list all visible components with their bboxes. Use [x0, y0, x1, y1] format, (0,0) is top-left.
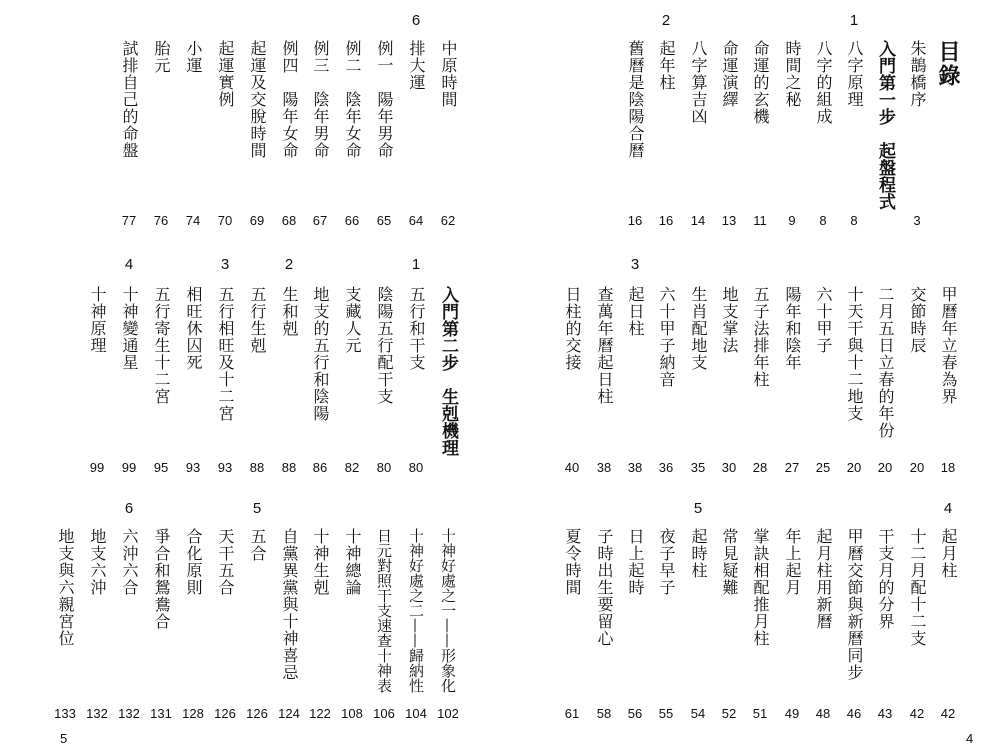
entry-title: 例三 陰年男命 — [311, 40, 330, 159]
page-number: 36 — [658, 460, 674, 475]
page-number: 54 — [690, 706, 706, 721]
page-number: 25 — [815, 460, 831, 475]
entry-title: 八字原理 — [845, 40, 864, 108]
entry-title: 掌訣相配推月柱 — [751, 528, 770, 647]
page-number: 69 — [249, 213, 265, 228]
toc-entry — [868, 0, 902, 747]
entry-title: 胎元 — [152, 40, 171, 74]
toc-entry — [431, 0, 465, 747]
page-number: 3 — [913, 213, 921, 228]
toc-entry — [806, 0, 840, 747]
entry-title: 常見疑難 — [720, 528, 739, 596]
page-number: 20 — [877, 460, 893, 475]
page-number: 43 — [877, 706, 893, 721]
entry-title: 十神生剋 — [311, 528, 330, 596]
page-number: 93 — [217, 460, 233, 475]
page-number: 38 — [596, 460, 612, 475]
entry-title: 年上起月 — [783, 528, 802, 596]
entry-title: 日上起時 — [626, 528, 645, 596]
toc-entry — [144, 0, 178, 747]
entry-title: 十神總論 — [343, 528, 362, 596]
toc-entry — [900, 0, 934, 747]
page-number: 132 — [118, 706, 140, 721]
entry-title: 甲曆交節與新曆同步 — [845, 528, 864, 681]
entry-title: 地支六沖 — [88, 528, 107, 596]
page-number: 74 — [185, 213, 201, 228]
page-number: 131 — [150, 706, 172, 721]
page-number: 48 — [815, 706, 831, 721]
entry-title: 八字的組成 — [814, 40, 833, 125]
page-number: 38 — [627, 460, 643, 475]
entry-title: 子時出生要留心 — [595, 528, 614, 647]
entry-title: 五行生剋 — [248, 286, 267, 354]
chapter-number: 6 — [411, 12, 421, 29]
entry-title: 二月五日立春的年份 — [876, 286, 895, 439]
toc-entry — [931, 0, 965, 747]
toc-entry — [80, 0, 114, 747]
toc-entry — [681, 0, 715, 747]
entry-title: 天干五合 — [216, 528, 235, 596]
toc-entry — [240, 0, 274, 747]
toc-entry — [208, 0, 242, 747]
entry-title: 日元對照干支速查十神表 — [375, 528, 393, 693]
page-number: 56 — [627, 706, 643, 721]
page-number: 55 — [658, 706, 674, 721]
toc-entry — [837, 0, 871, 747]
page-number: 122 — [309, 706, 331, 721]
toc-entry — [48, 0, 82, 747]
page-number: 27 — [784, 460, 800, 475]
entry-title: 朱鵲橋序 — [908, 40, 927, 108]
entry-title: 夜子早子 — [657, 528, 676, 596]
entry-title: 交節時辰 — [908, 286, 927, 354]
page-number: 20 — [846, 460, 862, 475]
entry-title: 查萬年曆起日柱 — [595, 286, 614, 405]
entry-title: 起月柱 — [939, 528, 958, 579]
page-number: 132 — [86, 706, 108, 721]
entry-title: 合化原則 — [184, 528, 203, 596]
chapter-number: 1 — [411, 256, 421, 273]
toc-entry — [743, 0, 777, 747]
page-number: 14 — [690, 213, 706, 228]
chapter-number: 6 — [124, 500, 134, 517]
page-number: 28 — [752, 460, 768, 475]
entry-title: 目錄 — [935, 40, 961, 88]
chapter-number: 5 — [252, 500, 262, 517]
page-number: 51 — [752, 706, 768, 721]
chapter-number: 4 — [124, 256, 134, 273]
toc-entry — [399, 0, 433, 747]
page-number: 13 — [721, 213, 737, 228]
entry-title: 起月柱用新曆 — [814, 528, 833, 630]
toc-entry — [367, 0, 401, 747]
toc-entry — [303, 0, 337, 747]
entry-title: 命運的玄機 — [751, 40, 770, 125]
page-number: 67 — [312, 213, 328, 228]
toc-entry — [775, 0, 809, 747]
toc-entry — [587, 0, 621, 747]
entry-title: 生肖配地支 — [689, 286, 708, 371]
page-number: 35 — [690, 460, 706, 475]
chapter-number: 1 — [849, 12, 859, 29]
page-number: 99 — [89, 460, 105, 475]
entry-title: 甲曆年立春為界 — [939, 286, 958, 405]
page-number: 128 — [182, 706, 204, 721]
entry-title: 干支月的分界 — [876, 528, 895, 630]
entry-title: 五子法排年柱 — [751, 286, 770, 388]
page-number: 64 — [408, 213, 424, 228]
left-page-number: 5 — [60, 731, 68, 746]
page-number: 88 — [249, 460, 265, 475]
page-number: 9 — [788, 213, 796, 228]
page-number: 77 — [121, 213, 137, 228]
entry-title: 自黨異黨與十神喜忌 — [280, 528, 299, 681]
toc-entry — [618, 0, 652, 747]
entry-title: 起運及交脫時間 — [248, 40, 267, 159]
entry-title: 地支的五行和陰陽 — [311, 286, 330, 422]
entry-title: 生和剋 — [280, 286, 299, 337]
entry-title: 時間之秘 — [783, 40, 802, 108]
entry-title: 小運 — [184, 40, 203, 74]
toc-entry — [649, 0, 683, 747]
entry-title: 起年柱 — [657, 40, 676, 91]
page-number: 68 — [281, 213, 297, 228]
page-number: 52 — [721, 706, 737, 721]
toc-entry — [112, 0, 146, 747]
page-number: 86 — [312, 460, 328, 475]
page-number: 16 — [627, 213, 643, 228]
chapter-number: 3 — [630, 256, 640, 273]
page-number: 18 — [940, 460, 956, 475]
page-number: 104 — [405, 706, 427, 721]
entry-title: 十神好處之一——形象化 — [439, 528, 457, 693]
chapter-number: 5 — [693, 500, 703, 517]
entry-title: 入門第二步 生剋機理 — [438, 286, 458, 456]
entry-title: 排大運 — [407, 40, 426, 91]
entry-title: 十神變通星 — [120, 286, 139, 371]
entry-title: 支藏人元 — [343, 286, 362, 354]
page-number: 11 — [753, 213, 767, 228]
entry-title: 陽年和陰年 — [783, 286, 802, 371]
page-number: 40 — [564, 460, 580, 475]
page-number: 99 — [121, 460, 137, 475]
page-number: 108 — [341, 706, 363, 721]
chapter-number: 2 — [661, 12, 671, 29]
toc-entry — [555, 0, 589, 747]
entry-title: 五行相旺及十二宮 — [216, 286, 235, 422]
page-number: 124 — [278, 706, 300, 721]
page-number: 82 — [344, 460, 360, 475]
entry-title: 例二 陰年女命 — [343, 40, 362, 159]
page-number: 58 — [596, 706, 612, 721]
chapter-number: 2 — [284, 256, 294, 273]
entry-title: 陰陽五行配干支 — [375, 286, 394, 405]
entry-title: 相旺休囚死 — [184, 286, 203, 371]
page-number: 80 — [376, 460, 392, 475]
entry-title: 中原時間 — [439, 40, 458, 108]
entry-title: 十天干與十二地支 — [845, 286, 864, 422]
entry-title: 十神原理 — [88, 286, 107, 354]
entry-title: 爭合和鴛鴦合 — [152, 528, 171, 630]
entry-title: 起日柱 — [626, 286, 645, 337]
entry-title: 六沖六合 — [120, 528, 139, 596]
entry-title: 例一 陽年男命 — [375, 40, 394, 159]
chapter-number: 3 — [220, 256, 230, 273]
page-number: 76 — [153, 213, 169, 228]
entry-title: 五行寄生十二宮 — [152, 286, 171, 405]
page-number: 62 — [440, 213, 456, 228]
page-number: 16 — [658, 213, 674, 228]
entry-title: 六十甲子納音 — [657, 286, 676, 388]
entry-title: 入門第一步 起盤程式 — [875, 40, 895, 210]
right-page-number: 4 — [966, 731, 974, 746]
entry-title: 夏令時間 — [563, 528, 582, 596]
page-number: 66 — [344, 213, 360, 228]
entry-title: 五合 — [248, 528, 267, 562]
page-number: 20 — [909, 460, 925, 475]
page-number: 93 — [185, 460, 201, 475]
page-number: 46 — [846, 706, 862, 721]
page-number: 42 — [940, 706, 956, 721]
toc-entry — [176, 0, 210, 747]
page-number: 133 — [54, 706, 76, 721]
toc-entry — [335, 0, 369, 747]
page-number: 80 — [408, 460, 424, 475]
page-number: 70 — [217, 213, 233, 228]
page-number: 42 — [909, 706, 925, 721]
chapter-number: 4 — [943, 500, 953, 517]
entry-title: 地支與六親宮位 — [56, 528, 75, 647]
entry-title: 十二月配十二支 — [908, 528, 927, 647]
entry-title: 命運演繹 — [720, 40, 739, 108]
entry-title: 起運實例 — [216, 40, 235, 108]
entry-title: 日柱的交接 — [563, 286, 582, 371]
page-number: 126 — [246, 706, 268, 721]
entry-title: 試排自己的命盤 — [120, 40, 139, 159]
entry-title: 舊曆是陰陽合曆 — [626, 40, 645, 159]
page-number: 30 — [721, 460, 737, 475]
page-number: 65 — [376, 213, 392, 228]
entry-title: 八字算吉凶 — [689, 40, 708, 125]
page-number: 95 — [153, 460, 169, 475]
page-number: 106 — [373, 706, 395, 721]
entry-title: 十神好處之二——歸納性 — [407, 528, 425, 693]
toc-entry — [272, 0, 306, 747]
entry-title: 五行和干支 — [407, 286, 426, 371]
page-number: 61 — [564, 706, 580, 721]
page-number: 88 — [281, 460, 297, 475]
page-number: 49 — [784, 706, 800, 721]
entry-title: 六十甲子 — [814, 286, 833, 354]
entry-title: 地支掌法 — [720, 286, 739, 354]
toc-entry — [712, 0, 746, 747]
page-number: 102 — [437, 706, 459, 721]
entry-title: 起時柱 — [689, 528, 708, 579]
page-number: 126 — [214, 706, 236, 721]
page-number: 8 — [850, 213, 858, 228]
page-number: 8 — [819, 213, 827, 228]
entry-title: 例四 陽年女命 — [280, 40, 299, 159]
